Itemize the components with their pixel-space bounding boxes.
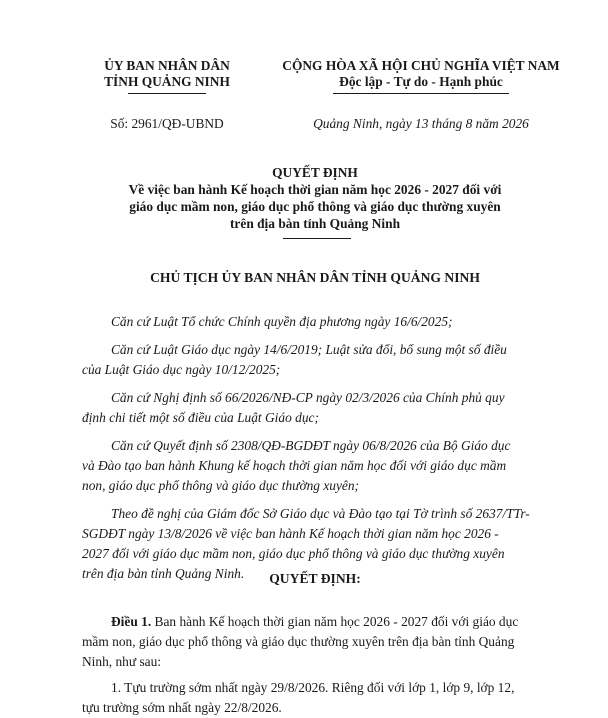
basis-line: Căn cứ Quyết định số 2308/QĐ-BGDĐT ngày 06/8/2026 của Bộ Giáo dục: [111, 438, 511, 453]
title-underline: [283, 238, 351, 239]
item-1-line1: 1. Tựu trường sớm nhất ngày 29/8/2026. Riêng đối với lớp 1, lớp 9, lớp 12,: [111, 680, 515, 695]
document-title: [60, 164, 570, 232]
title-heading: QUYẾT ĐỊNH: [272, 165, 358, 180]
basis-line: và Đào tạo ban hành Khung kế hoạch thời gian năm học đối với giáo dục mầm: [82, 458, 507, 473]
article-1-line2: mầm non, giáo dục phổ thông và giáo dục thường xuyên trên địa bàn tỉnh Quảng: [82, 634, 515, 649]
issuing-authority: [88, 58, 246, 90]
item-1-line2: tựu trường sớm nhất ngày 22/8/2026.: [82, 700, 282, 715]
basis-line: Căn cứ Luật Giáo dục ngày 14/6/2019; Luật sửa đổi, bổ sung một số điều: [111, 342, 507, 357]
basis-paragraph: [82, 312, 566, 332]
article-1-item-1: [82, 678, 566, 718]
decision-heading: QUYẾT ĐỊNH:: [269, 571, 361, 586]
national-motto: [276, 58, 566, 90]
title-line3: trên địa bàn tỉnh Quảng Ninh: [229, 216, 401, 231]
issuing-authority-line2: TỈNH QUẢNG NINH: [104, 74, 230, 89]
article-1-text: Ban hành Kế hoạch thời gian năm học 2026 - 2027 đối với giáo dục: [151, 614, 519, 629]
document-date: Quảng Ninh, ngày 13 tháng 8 năm 2026: [313, 116, 529, 131]
article-1-line1: [82, 612, 566, 632]
basis-paragraph: [82, 436, 566, 496]
issuing-authority-line1: ỦY BAN NHÂN DÂN: [104, 58, 230, 73]
basis-line: Theo đề nghị của Giám đốc Sở Giáo dục và Đào tạo tại Tờ trình số 2637/TTr-: [111, 506, 530, 521]
legal-bases: [82, 312, 566, 592]
basis-line: SGDĐT ngày 13/8/2026 về việc ban hành Kế hoạch thời gian năm học 2026 -: [82, 526, 499, 541]
document-number: Số: 2961/QĐ-UBND: [110, 116, 224, 131]
basis-line: Căn cứ Nghị định số 66/2026/NĐ-CP ngày 02/3/2026 của Chính phủ quy: [111, 390, 505, 405]
basis-line: trên địa bàn tỉnh Quảng Ninh.: [82, 566, 245, 581]
article-1: [82, 612, 566, 672]
signing-authority-heading: CHỦ TỊCH ỦY BAN NHÂN DÂN TỈNH QUẢNG NINH: [150, 270, 480, 285]
basis-paragraph: [82, 340, 566, 380]
basis-line: 2027 đối với giáo dục mầm non, giáo dục phổ thông và giáo dục thường xuyên: [82, 546, 505, 561]
basis-line: non, giáo dục phổ thông và giáo dục thường xuyên;: [82, 478, 360, 493]
title-line2: giáo dục mầm non, giáo dục phổ thông và giáo dục thường xuyên: [129, 199, 501, 214]
basis-paragraph: [82, 388, 566, 428]
title-line1: Về việc ban hành Kế hoạch thời gian năm học 2026 - 2027 đối với: [128, 182, 502, 197]
basis-line: Căn cứ Luật Tổ chức Chính quyền địa phương ngày 16/6/2025;: [111, 314, 453, 329]
authority-underline: [128, 93, 206, 94]
motto-underline: [333, 93, 509, 94]
article-1-line3: Ninh, như sau:: [82, 654, 162, 669]
article-1-label: Điều 1.: [111, 614, 152, 629]
basis-line: định chi tiết một số điều của Luật Giáo dục;: [82, 410, 319, 425]
document-header: [0, 58, 608, 148]
national-name: CỘNG HÒA XÃ HỘI CHỦ NGHĨA VIỆT NAM: [282, 58, 560, 73]
motto-line: Độc lập - Tự do - Hạnh phúc: [339, 74, 503, 89]
basis-line: của Luật Giáo dục ngày 10/12/2025;: [82, 362, 281, 377]
